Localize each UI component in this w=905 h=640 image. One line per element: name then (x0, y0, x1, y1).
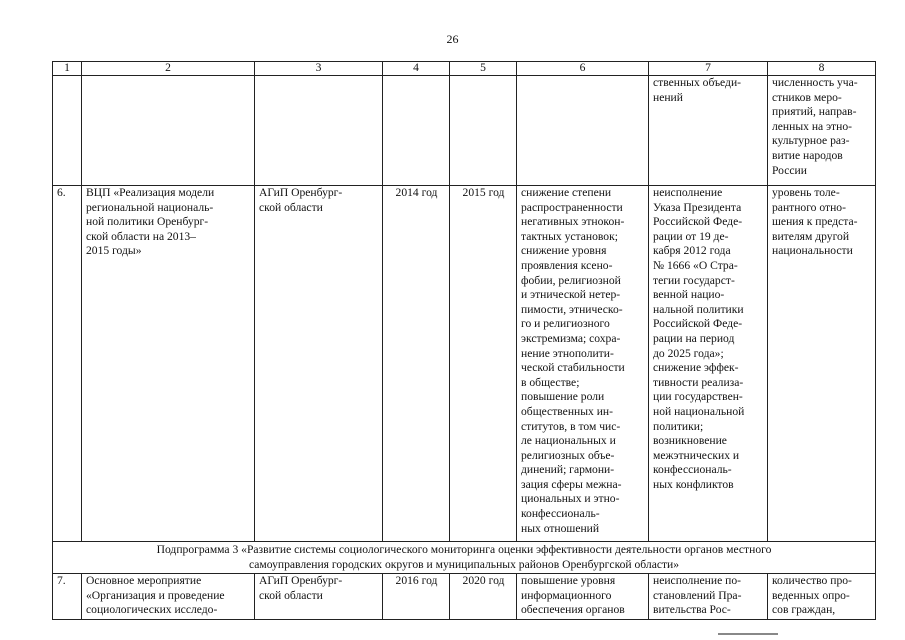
end-year-cell (450, 76, 517, 186)
indicator-cell: уровень толе- рантного отно- шения к предста- вителям другой национальности (768, 186, 876, 542)
expected-result-cell: снижение степени распространенности негативных этнокон- тактных установок; снижение уровня проявления ксено- фобии, религиозной и этнической нетер- пимости, этническо- го и религиозного экстремизма; сохра- нение этнополити- ческой стабильности в обществе; повышение роли общественных ин- ститутов, в том чис- ле национальных и религиозных объе- динений; гармони- зация сферы межна- циональных и этно- конфессиональ- ных отношений (517, 186, 649, 542)
end-year-cell: 2020 год (450, 574, 517, 620)
consequences-cell: ственных объеди- нений (649, 76, 768, 186)
column-header: 2 (82, 62, 255, 76)
subprogram-row (53, 542, 876, 574)
scan-artifact-line (718, 633, 778, 635)
consequences-cell: неисполнение Указа Президента Российской Феде- рации от 19 де- кабря 2012 года № 1666 «О Стра- тегии государст- венной нацио- нальной политики Российской Феде- рации на период до 2025 года»; снижение эффек- тивности реализа- ции государствен- ной национальной политики; возникновение межэтнических и конфессиональ- ных конфликтов (649, 186, 768, 542)
consequences-cell: неисполнение по- становлений Пра- вительства Рос- (649, 574, 768, 620)
table-row-continued (53, 76, 876, 186)
column-header: 3 (255, 62, 383, 76)
indicator-cell: количество про- веденных опро- сов граждан, (768, 574, 876, 620)
executor-cell (255, 76, 383, 186)
column-header: 4 (383, 62, 450, 76)
expected-result-cell (517, 76, 649, 186)
measure-name-cell: Основное мероприятие «Организация и проведение социологических исследо- (82, 574, 255, 620)
column-header: 8 (768, 62, 876, 76)
row-number-cell (53, 76, 82, 186)
end-year-cell: 2015 год (450, 186, 517, 542)
indicator-cell: численность уча- стников меро- приятий, направ- ленных на этно- культурное раз- витие народов России (768, 76, 876, 186)
column-header: 1 (53, 62, 82, 76)
column-header: 6 (517, 62, 649, 76)
column-number-row (53, 62, 876, 76)
document-table (52, 61, 876, 620)
subprogram-title: Подпрограмма 3 «Развитие системы социологического мониторинга оценки эффективности деятельности органов местного самоуправления городских округов и муниципальных районов Оренбургской области» (53, 542, 876, 574)
expected-result-cell: повышение уровня информационного обеспечения органов (517, 574, 649, 620)
table-row-6 (53, 186, 876, 542)
row-number-cell: 7. (53, 574, 82, 620)
measure-name-cell: ВЦП «Реализация модели региональной националь- ной политики Оренбург- ской области на 2013– 2015 годы» (82, 186, 255, 542)
column-header: 5 (450, 62, 517, 76)
start-year-cell: 2016 год (383, 574, 450, 620)
table-row-7 (53, 574, 876, 620)
executor-cell: АГиП Оренбург- ской области (255, 186, 383, 542)
measure-name-cell (82, 76, 255, 186)
start-year-cell (383, 76, 450, 186)
start-year-cell: 2014 год (383, 186, 450, 542)
executor-cell: АГиП Оренбург- ской области (255, 574, 383, 620)
column-header: 7 (649, 62, 768, 76)
row-number-cell: 6. (53, 186, 82, 542)
page-number: 26 (446, 32, 459, 46)
